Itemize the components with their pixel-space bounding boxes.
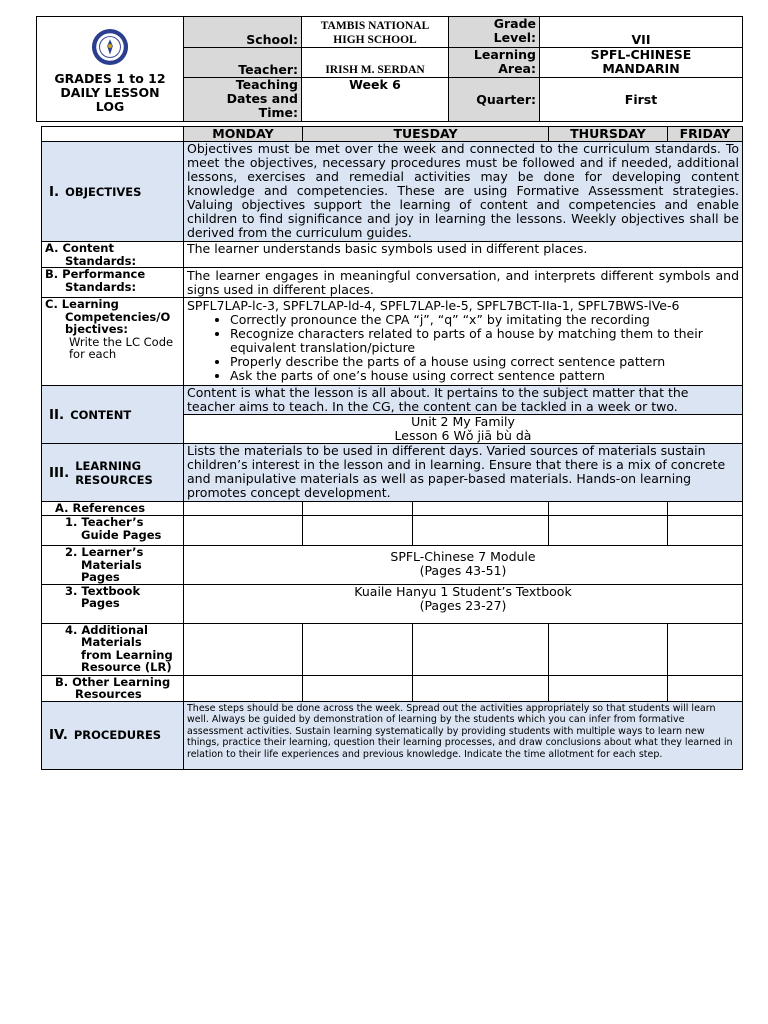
objectives-text: Objectives must be met over the week and connected to the curriculum standards. To meet the objectives, necessary procedures must be followed and if needed, additional lessons, exercises and remedial activities may be done for developing content knowledge and competencies. These are using Formative Assessment strategies. Valuing objectives support the learning of content and competencies and enable children to find significance and joy in learning the lessons. Weekly objectives shall be derived from the curriculum guides. bbox=[184, 142, 743, 242]
quarter-label: Quarter: bbox=[449, 78, 540, 122]
content-label: CONTENT bbox=[70, 407, 132, 422]
ref-tuesday bbox=[303, 502, 413, 516]
lesson-log-table bbox=[41, 126, 743, 770]
tg-friday bbox=[668, 516, 743, 546]
competencies-sublabel: Write the LC Code for each bbox=[69, 334, 174, 361]
resources-label: LEARNING RESOURCES bbox=[75, 458, 153, 487]
learners-materials-value: SPFL-Chinese 7 Module (Pages 43-51) bbox=[184, 546, 743, 585]
corner-cell bbox=[42, 127, 184, 142]
day-monday: MONDAY bbox=[184, 127, 303, 142]
additional-materials-label: 4. Additional Materials from Learning Resource (LR) bbox=[65, 623, 173, 674]
ref-friday bbox=[668, 502, 743, 516]
header-title-cell bbox=[37, 17, 184, 122]
references-label: A. References bbox=[55, 501, 146, 515]
teacher-label: Teacher: bbox=[184, 48, 302, 78]
resources-num: III. bbox=[49, 464, 70, 481]
ref-thursday bbox=[549, 502, 668, 516]
other-resources-label: B. Other Learning Resources bbox=[55, 675, 171, 701]
day-friday: FRIDAY bbox=[668, 127, 743, 142]
competency-codes: SPFL7LAP-lc-3, SPFL7LAP-ld-4, SPFL7LAP-le-5, SPFL7BCT-IIa-1, SPFL7BWS-lVe-6 bbox=[187, 298, 680, 313]
procedures-heading bbox=[42, 701, 184, 769]
day-tuesday: TUESDAY bbox=[303, 127, 549, 142]
competency-item: • Properly describe the parts of a house using correct sentence pattern bbox=[230, 355, 739, 369]
quarter-value: First bbox=[540, 78, 743, 122]
teachers-guide-label-cell bbox=[42, 516, 184, 546]
competencies-label-cell bbox=[42, 298, 184, 386]
resources-text: Lists the materials to be used in different days. Varied sources of materials sustain children’s interest in the lesson and in learning. Ensure that there is a mix of concrete and manipulative materials as well as paper-based materials. Hands-on learning promotes concept development. bbox=[184, 444, 743, 502]
learners-materials-label: 2. Learner’s Materials Pages bbox=[65, 545, 144, 584]
additional-materials-label-cell bbox=[42, 623, 184, 675]
content-lesson: Lesson 6 Wǒ jiā bù dà bbox=[394, 428, 532, 443]
competency-item: • Correctly pronounce the CPA “j”, “q” “x” by imitating the recording bbox=[230, 313, 739, 327]
textbook-value: Kuaile Hanyu 1 Student’s Textbook (Pages 23-27) bbox=[184, 584, 743, 623]
objectives-label: OBJECTIVES bbox=[65, 184, 142, 199]
learners-materials-label-cell bbox=[42, 546, 184, 585]
competency-item: • Ask the parts of one’s house using correct sentence pattern bbox=[230, 369, 739, 383]
header-table bbox=[36, 16, 743, 122]
content-standards-text: The learner understands basic symbols used in different places. bbox=[184, 242, 743, 268]
objectives-num: I. bbox=[49, 183, 60, 200]
learning-area-label: Learning Area: bbox=[449, 48, 540, 78]
ref-monday bbox=[184, 502, 303, 516]
resources-heading bbox=[42, 444, 184, 502]
grade-level-value: VII bbox=[540, 17, 743, 48]
objectives-heading bbox=[42, 142, 184, 242]
learning-area-value: SPFL-CHINESE MANDARIN bbox=[540, 48, 743, 78]
or-thursday bbox=[549, 675, 668, 701]
tg-wednesday bbox=[413, 516, 549, 546]
content-unit-cell bbox=[184, 415, 743, 444]
procedures-label: PROCEDURES bbox=[73, 728, 162, 742]
am-thursday bbox=[549, 623, 668, 675]
deped-seal-icon bbox=[91, 28, 129, 66]
am-friday bbox=[668, 623, 743, 675]
performance-standards-label-cell bbox=[42, 268, 184, 298]
header-title: GRADES 1 to 12 DAILY LESSON LOG bbox=[54, 71, 166, 114]
am-wednesday bbox=[413, 623, 549, 675]
competencies-label: C. Learning Competencies/O bjectives: bbox=[45, 297, 171, 336]
textbook-label: 3. Textbook Pages bbox=[65, 584, 141, 610]
competency-item: • Recognize characters related to parts of a house by matching them to their equivalent translation/picture bbox=[230, 327, 739, 355]
competencies-cell bbox=[184, 298, 743, 386]
procedures-num: IV. bbox=[49, 727, 68, 743]
teaching-dates-value: Week 6 bbox=[302, 78, 449, 122]
other-resources-label-cell bbox=[42, 675, 184, 701]
content-unit: Unit 2 My Family bbox=[411, 414, 515, 429]
references-label-cell bbox=[42, 502, 184, 516]
or-monday bbox=[184, 675, 303, 701]
content-heading bbox=[42, 386, 184, 444]
ref-wednesday bbox=[413, 502, 549, 516]
teachers-guide-label: 1. Teacher’s Guide Pages bbox=[65, 515, 162, 542]
teacher-value: IRISH M. SERDAN bbox=[302, 48, 449, 78]
am-tuesday bbox=[303, 623, 413, 675]
school-label: School: bbox=[184, 17, 302, 48]
teaching-dates-label: Teaching Dates and Time: bbox=[184, 78, 302, 122]
content-text: Content is what the lesson is all about. It pertains to the subject matter that the teacher aims to teach. In the CG, the content can be tackled in a week or two. bbox=[184, 386, 743, 415]
tg-monday bbox=[184, 516, 303, 546]
day-thursday: THURSDAY bbox=[549, 127, 668, 142]
tg-thursday bbox=[549, 516, 668, 546]
tg-tuesday bbox=[303, 516, 413, 546]
content-standards-label: A. Content Standards: bbox=[45, 241, 137, 268]
performance-standards-text: The learner engages in meaningful conversation, and interprets different symbols and signs used in different places. bbox=[184, 268, 743, 298]
or-friday bbox=[668, 675, 743, 701]
or-wednesday bbox=[413, 675, 549, 701]
performance-standards-label: B. Performance Standards: bbox=[45, 267, 146, 294]
competency-list bbox=[187, 313, 739, 383]
content-standards-label-cell bbox=[42, 242, 184, 268]
grade-level-label: Grade Level: bbox=[449, 17, 540, 48]
am-monday bbox=[184, 623, 303, 675]
content-num: II. bbox=[49, 406, 65, 423]
school-value: TAMBIS NATIONAL HIGH SCHOOL bbox=[302, 17, 449, 48]
or-tuesday bbox=[303, 675, 413, 701]
procedures-text: These steps should be done across the week. Spread out the activities appropriately so that students will learn well. Always be guided by demonstration of learning by the students which you can infer from formative assessment activities. Sustain learning systematically by providing students with multiple ways to learn new things, practice their learning, question their learning processes, and draw conclusions about what they learned in relation to their life experiences and previous knowledge. Indicate the time allotment for each step. bbox=[184, 701, 743, 769]
textbook-label-cell bbox=[42, 584, 184, 623]
